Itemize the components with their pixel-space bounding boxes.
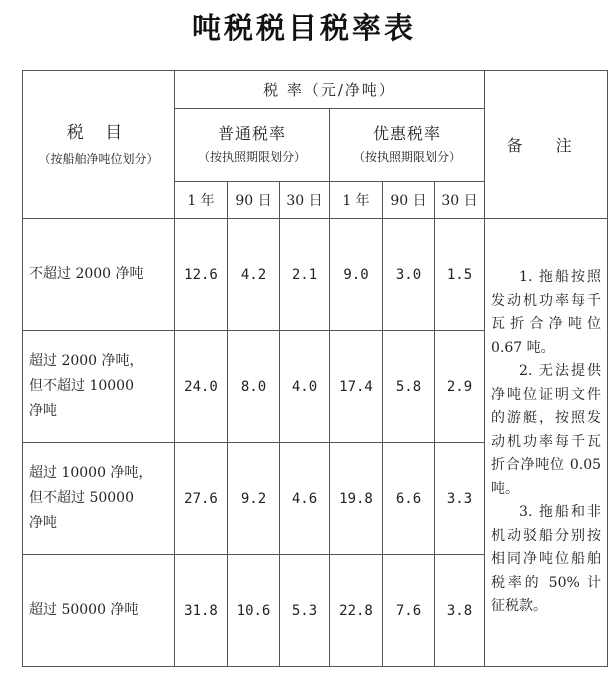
page-title: 吨税税目税率表 bbox=[191, 11, 416, 45]
table-row bbox=[23, 219, 608, 331]
normal-rate-period-note: （按执照期限划分） bbox=[197, 150, 306, 164]
remarks-header bbox=[485, 71, 608, 219]
period-header: 90 日 bbox=[383, 182, 435, 219]
rate-cell: 8.0 bbox=[228, 331, 280, 443]
category-line: 净吨 bbox=[29, 403, 57, 419]
rate-cell: 3.0 bbox=[383, 219, 435, 331]
rate-cell: 4.2 bbox=[228, 219, 280, 331]
category-line: 但不超过 50000 bbox=[29, 490, 134, 506]
rate-cell: 5.3 bbox=[280, 555, 330, 667]
preferential-rate-period-note: （按执照期限划分） bbox=[353, 150, 462, 164]
period-header: 90 日 bbox=[228, 182, 280, 219]
category-cell bbox=[23, 555, 175, 667]
rate-cell: 4.0 bbox=[280, 331, 330, 443]
remark-item: 2. 无法提供净吨位证明文件的游艇，按照发动机功率每千瓦折合净吨位 0.05 吨。 bbox=[491, 363, 602, 497]
category-line: 超过 10000 净吨， bbox=[29, 465, 153, 481]
rate-cell: 5.8 bbox=[383, 331, 435, 443]
category-line: 净吨 bbox=[29, 515, 57, 531]
rate-cell: 22.8 bbox=[330, 555, 383, 667]
normal-rate-header bbox=[175, 109, 330, 182]
preferential-rate-header bbox=[330, 109, 485, 182]
category-cell bbox=[23, 331, 175, 443]
category-line: 不超过 2000 净吨 bbox=[29, 266, 144, 282]
rate-cell: 2.1 bbox=[280, 219, 330, 331]
rate-cell: 19.8 bbox=[330, 443, 383, 555]
rate-cell: 12.6 bbox=[175, 219, 228, 331]
category-line: 超过 50000 净吨 bbox=[29, 602, 139, 618]
rate-cell: 27.6 bbox=[175, 443, 228, 555]
rate-cell: 17.4 bbox=[330, 331, 383, 443]
tax-item-label: 税 目 bbox=[66, 122, 131, 143]
rate-header bbox=[175, 71, 485, 109]
rate-cell: 31.8 bbox=[175, 555, 228, 667]
period-header: 30 日 bbox=[280, 182, 330, 219]
rate-cell: 9.2 bbox=[228, 443, 280, 555]
remark-item: 1. 拖船按照发动机功率每千瓦折合净吨位 0.67 吨。 bbox=[491, 269, 602, 356]
category-line: 超过 2000 净吨， bbox=[29, 353, 144, 369]
rate-cell: 1.5 bbox=[435, 219, 485, 331]
tax-item-note: （按船舶净吨位划分） bbox=[38, 151, 159, 166]
rate-cell: 10.6 bbox=[228, 555, 280, 667]
rate-cell: 6.6 bbox=[383, 443, 435, 555]
period-header: 1 年 bbox=[330, 182, 383, 219]
rate-cell: 7.6 bbox=[383, 555, 435, 667]
rate-cell: 9.0 bbox=[330, 219, 383, 331]
remarks-label: 备 注 bbox=[506, 136, 586, 155]
remark-item: 3. 拖船和非机动驳船分别按相同净吨位船舶税率的 50% 计征税款。 bbox=[491, 504, 602, 615]
tax-rate-table bbox=[22, 70, 608, 667]
period-header: 1 年 bbox=[175, 182, 228, 219]
normal-rate-label: 普通税率 bbox=[217, 124, 286, 143]
preferential-rate-label: 优惠税率 bbox=[373, 124, 442, 143]
rate-cell: 2.9 bbox=[435, 331, 485, 443]
remarks-cell bbox=[485, 219, 608, 667]
category-cell bbox=[23, 443, 175, 555]
rate-title: 税 率（元/净吨） bbox=[263, 81, 396, 99]
category-line: 但不超过 10000 bbox=[29, 378, 134, 394]
period-header: 30 日 bbox=[435, 182, 485, 219]
tax-item-header bbox=[23, 71, 175, 219]
rate-cell: 24.0 bbox=[175, 331, 228, 443]
rate-cell: 3.3 bbox=[435, 443, 485, 555]
rate-cell: 4.6 bbox=[280, 443, 330, 555]
rate-cell: 3.8 bbox=[435, 555, 485, 667]
category-cell bbox=[23, 219, 175, 331]
